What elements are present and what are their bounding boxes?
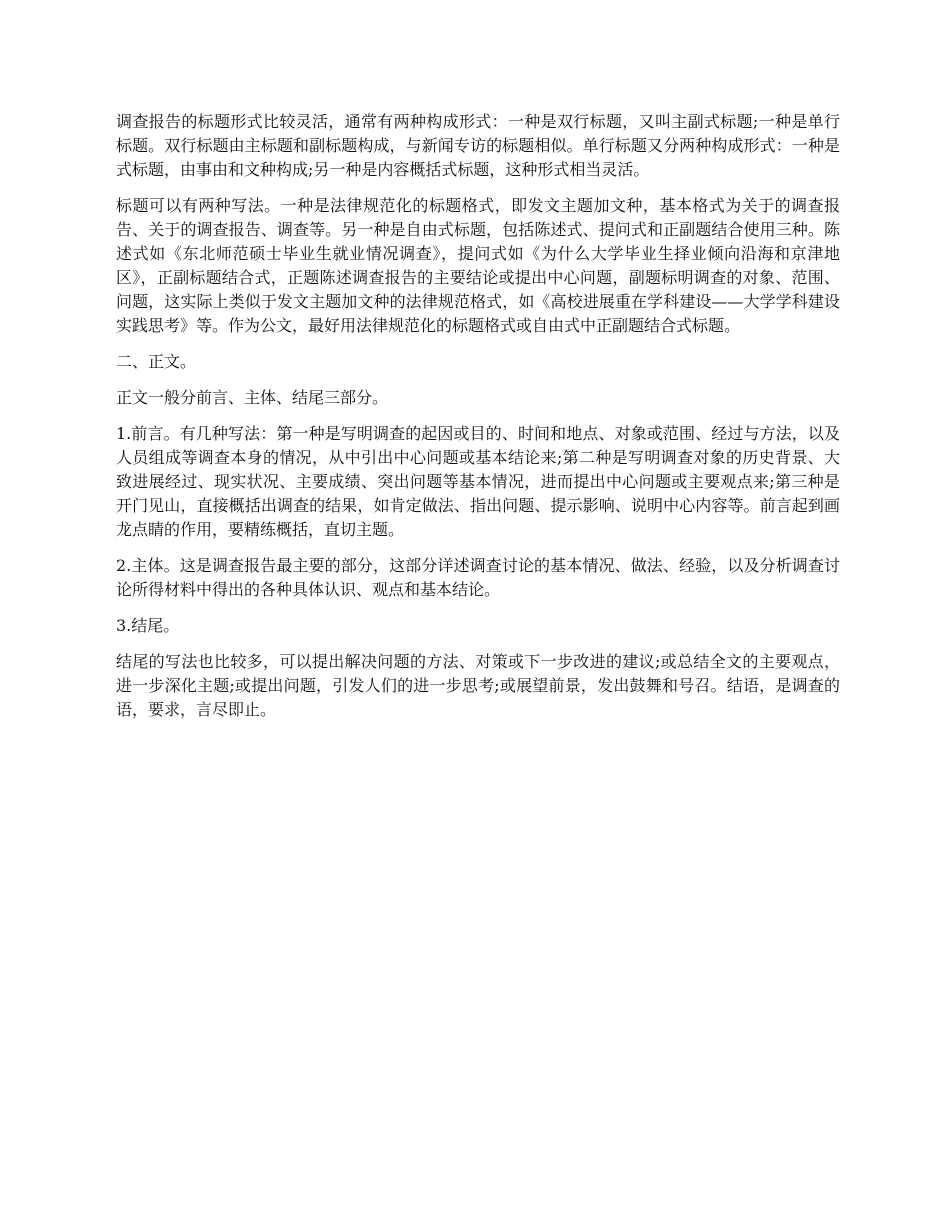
paragraph-title-writing: 标题可以有两种写法。一种是法律规范化的标题格式，即发文主题加文种，基本格式为关于的调查报告、关于的调查报告、调查等。另一种是自由式标题，包括陈述式、提问式和正副题结合使用三种。陈述式如《东北师范硕士毕业生就业情况调查》，提问式如《为什么大学毕业生择业倾向沿海和京津地区》，正副标题结合式，正题陈述调查报告的主要结论或提出中心问题，副题标明调查的对象、范围、问题，这实际上类似于发文主题加文种的法律规范格式，如《高校进展重在学科建设——大学学科建设实践思考》等。作为公文，最好用法律规范化的标题格式或自由式中正副题结合式标题。 <box>116 196 840 335</box>
document-body <box>116 110 840 734</box>
paragraph-ending-heading: 3.结尾。 <box>116 616 180 635</box>
paragraph-preface: 1.前言。有几种写法：第一种是写明调查的起因或目的、时间和地点、对象或范围、经过与方法，以及人员组成等调查本身的情况，从中引出中心问题或基本结论来;第二种是写明调查对象的历史背景、大致进展经过、现实状况、主要成绩、突出问题等基本情况，进而提出中心问题或主要观点来;第三种是开门见山，直接概括出调查的结果，如肯定做法、指出问题、提示影响、说明中心内容等。前言起到画龙点睛的作用，要精练概括，直切主题。 <box>116 424 840 539</box>
paragraph-ending: 结尾的写法也比较多，可以提出解决问题的方法、对策或下一步改进的建议;或总结全文的主要观点，进一步深化主题;或提出问题，引发人们的进一步思考;或展望前景，发出鼓舞和号召。结语，是调查的语，要求，言尽即止。 <box>116 652 840 719</box>
paragraph-title-forms: 调查报告的标题形式比较灵活，通常有两种构成形式：一种是双行标题，又叫主副式标题;一种是单行标题。双行标题由主标题和副标题构成，与新闻专访的标题相似。单行标题又分两种构成形式：一种是式标题，由事由和文种构成;另一种是内容概括式标题，这种形式相当灵活。 <box>116 112 840 179</box>
paragraph-main-text-parts: 正文一般分前言、主体、结尾三部分。 <box>116 388 389 407</box>
section-heading-main-text: 二、正文。 <box>116 352 197 371</box>
paragraph-body: 2.主体。这是调查报告最主要的部分，这部分详述调查讨论的基本情况、做法、经验，以及分析调查讨论所得材料中得出的各种具体认识、观点和基本结论。 <box>116 556 840 599</box>
